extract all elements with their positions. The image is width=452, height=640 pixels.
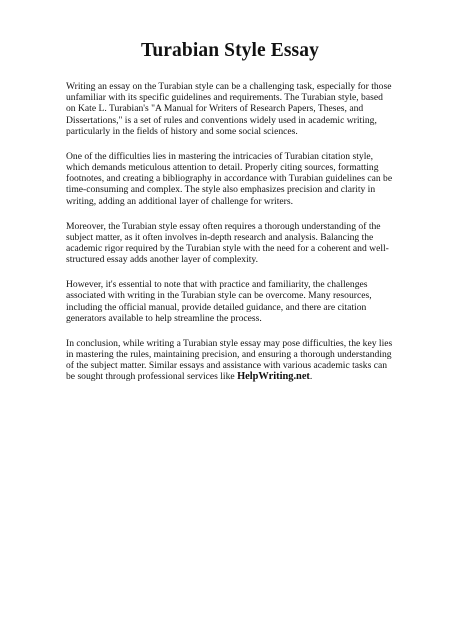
document-title: Turabian Style Essay: [141, 40, 319, 61]
conclusion-text: In conclusion, while writing a Turabian style essay may pose difficulties, the key lies in mastering the rules, maintaining precision, and ensuring a thorough understanding of the subject matter. Similar essays and assistance with various academic tasks can be sought through professional services like: [66, 337, 393, 383]
paragraph-conclusion: [66, 338, 394, 383]
helpwriting-link[interactable]: HelpWriting.net: [237, 371, 310, 383]
paragraph-intro: Writing an essay on the Turabian style can be a challenging task, especially for those unfamiliar with its specific guidelines and requirements. The Turabian style, based on Kate L. Turabian's "A Manual for Writers of Research Papers, Theses, and Dissertations," is a set of rules and conventions widely used in academic writing, particularly in the fields of history and some social sciences.: [66, 81, 392, 137]
paragraph-difficulties: One of the difficulties lies in mastering the intricacies of Turabian citation style, which demands meticulous attention to detail. Properly citing sources, formatting footnotes, and creating a bibliography in accordance with Turabian guidelines can be time-consuming and complex. The style also emphasizes precision and clarity in writing, adding an additional layer of challenge for writers.: [66, 150, 393, 207]
paragraph-however: However, it's essential to note that with practice and familiarity, the challenges associated with writing in the Turabian style can be overcome. Many resources, including the official manual, provide detailed guidance, and there are citation generators available to help streamline the process.: [66, 279, 372, 324]
conclusion-end: .: [309, 371, 313, 383]
paragraph-moreover: Moreover, the Turabian style essay often requires a thorough understanding of the subject matter, as it often involves in-depth research and analysis. Balancing the academic rigor required by the Turabian style with the need for a coherent and well-structured essay adds another layer of complexity.: [66, 220, 389, 266]
